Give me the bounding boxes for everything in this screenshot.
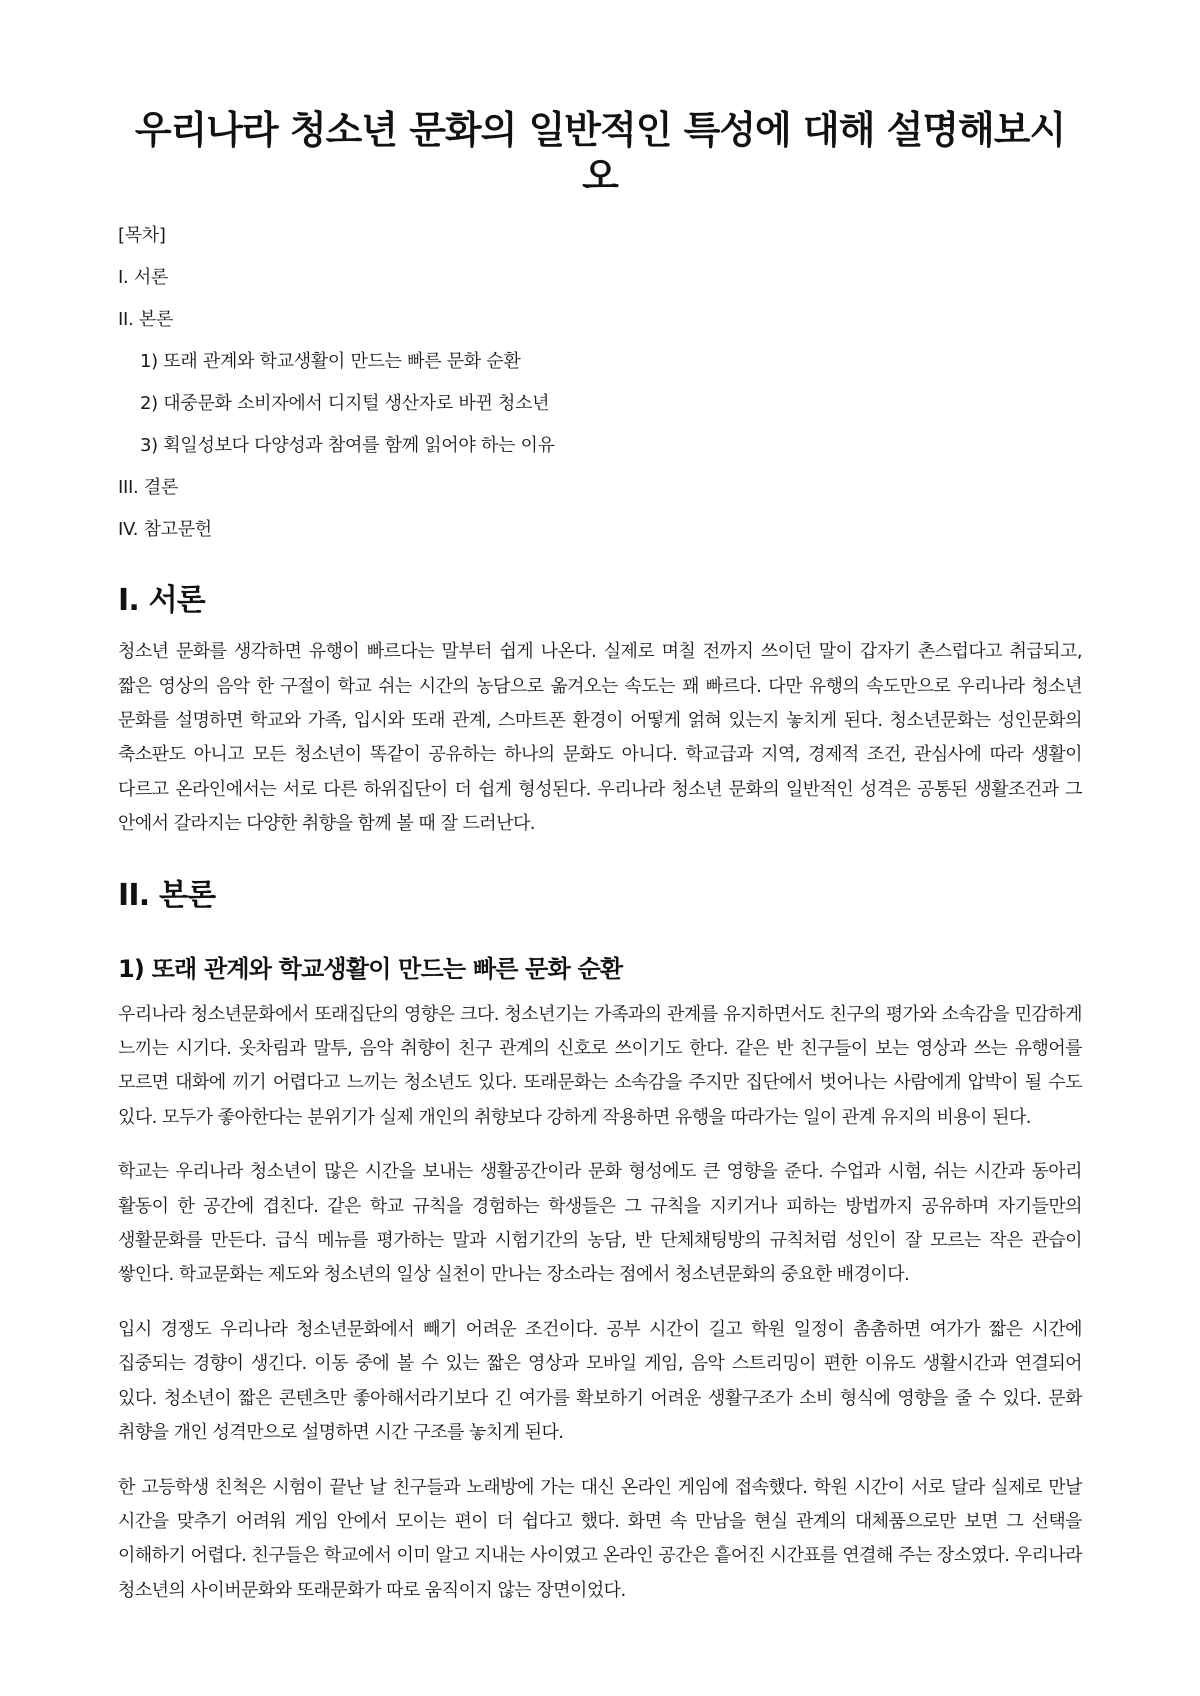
subsection-heading-1: 1) 또래 관계와 학교생활이 만드는 빠른 문화 순환 [118, 954, 623, 983]
toc-item-intro: I. 서론 [118, 267, 169, 289]
toc-item-conclusion: III. 결론 [118, 477, 179, 499]
body-paragraph: 한 고등학생 친척은 시험이 끝난 날 친구들과 노래방에 가는 대신 온라인 게임에 접속했다. 학원 시간이 서로 달라 실제로 만날 시간을 맞추기 어려워 게임 안에서 모이는 편이 더 쉽다고 했다. 화면 속 만남을 현실 관계의 대체품으로만 보면 그 선택을 이해하기 어렵다. 친구들은 학교에서 이미 알고 지내는 사이였고 온라인 공간은 흩어진 시간표를 연결해 주는 장소였다. 우리나라 청소년의 사이버문화와 또래문화가 따로 움직이지 않는 장면이었다. [118, 1476, 1082, 1601]
body-paragraph: 입시 경쟁도 우리나라 청소년문화에서 빼기 어려운 조건이다. 공부 시간이 길고 학원 일정이 촘촘하면 여가가 짧은 시간에 집중되는 경향이 생긴다. 이동 중에 볼 수 있는 짧은 영상과 모바일 게임, 음악 스트리밍이 편한 이유도 생활시간과 연결되어 있다. 청소년이 짧은 콘텐츠만 좋아해서라기보다 긴 여가를 확보하기 어려운 생활구조가 소비 형식에 영향을 줄 수 있다. 문화 취향을 개인 성격만으로 설명하면 시간 구조를 놓치게 된다. [118, 1318, 1082, 1444]
body-paragraph: 우리나라 청소년문화에서 또래집단의 영향은 크다. 청소년기는 가족과의 관계를 유지하면서도 친구의 평가와 소속감을 민감하게 느끼는 시기다. 옷차림과 말투, 음악 취향이 친구 관계의 신호로 쓰이기도 한다. 같은 반 친구들이 보는 영상과 쓰는 유행어를 모르면 대화에 끼기 어렵다고 느끼는 청소년도 있다. 또래문화는 소속감을 주지만 집단에서 벗어나는 사람에게 압박이 될 수도 있다. 모두가 좋아한다는 분위기가 실제 개인의 취향보다 강하게 작용하면 유행을 따라가는 일이 관계 유지의 비용이 된다. [118, 1003, 1082, 1128]
toc-item-body-1: 1) 또래 관계와 학교생활이 만드는 빠른 문화 순환 [140, 351, 521, 373]
toc-item-body-2: 2) 대중문화 소비자에서 디지털 생산자로 바뀐 청소년 [140, 393, 550, 415]
intro-paragraph: 청소년 문화를 생각하면 유행이 빠르다는 말부터 쉽게 나온다. 실제로 며칠 전까지 쓰이던 말이 갑자기 촌스럽다고 취급되고, 짧은 영상의 음악 한 구절이 학교 쉬는 시간의 농담으로 옮겨오는 속도는 꽤 빠르다. 다만 유행의 속도만으로 우리나라 청소년 문화를 설명하면 학교와 가족, 입시와 또래 관계, 스마트폰 환경이 어떻게 얽혀 있는지 놓치게 된다. 청소년문화는 성인문화의 축소판도 아니고 모든 청소년이 똑같이 공유하는 하나의 문화도 아니다. 학교급과 지역, 경제적 조건, 관심사에 따라 생활이 다르고 온라인에서는 서로 다른 하위집단이 더 쉽게 형성된다. 우리나라 청소년 문화의 일반적인 성격은 공통된 생활조건과 그 안에서 갈라지는 다양한 취향을 함께 볼 때 잘 드러난다. [118, 641, 1082, 835]
toc-item-body-3: 3) 획일성보다 다양성과 참여를 함께 읽어야 하는 이유 [140, 435, 555, 457]
toc-item-body: II. 본론 [118, 309, 174, 331]
toc-header: [목차] [118, 225, 166, 247]
section-heading-intro: I. 서론 [118, 583, 205, 619]
toc-item-references: IV. 참고문헌 [118, 519, 212, 541]
table-of-contents [118, 225, 1082, 541]
document-title: 우리나라 청소년 문화의 일반적인 특성에 대해 설명해보시오 [134, 108, 1066, 198]
section-heading-body: II. 본론 [118, 877, 216, 913]
body-paragraph: 학교는 우리나라 청소년이 많은 시간을 보내는 생활공간이라 문화 형성에도 큰 영향을 준다. 수업과 시험, 쉬는 시간과 동아리 활동이 한 공간에 겹친다. 같은 학교 규칙을 경험하는 학생들은 그 규칙을 지키거나 피하는 방법까지 공유하며 자기들만의 생활문화를 만든다. 급식 메뉴를 평가하는 말과 시험기간의 농담, 반 단체채팅방의 규칙처럼 성인이 잘 모르는 작은 관습이 쌓인다. 학교문화는 제도와 청소년의 일상 실천이 만나는 장소라는 점에서 청소년문화의 중요한 배경이다. [118, 1161, 1082, 1286]
